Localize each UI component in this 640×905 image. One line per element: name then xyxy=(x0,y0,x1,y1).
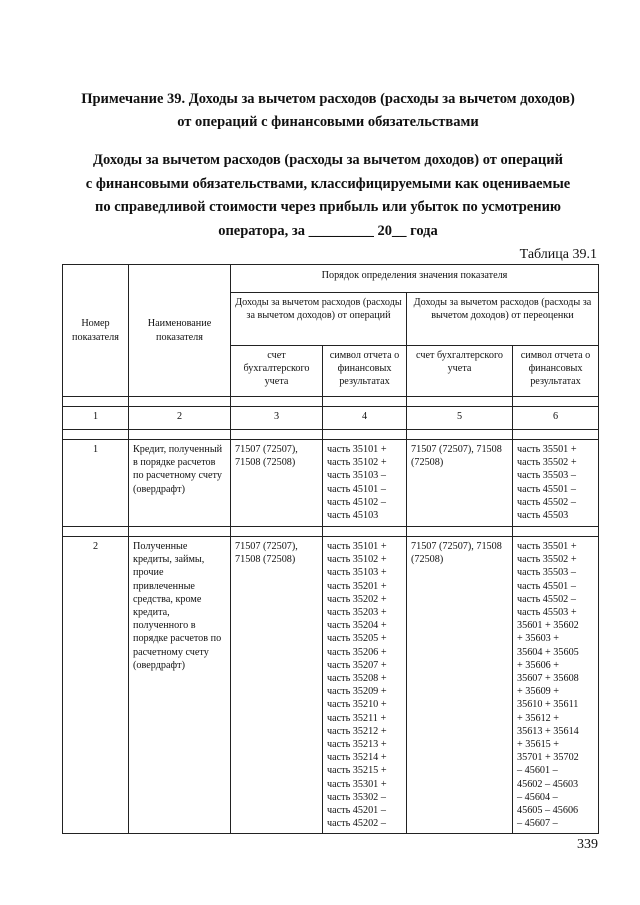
header-symbol-operations: символ отчета о финансовых результатах xyxy=(323,346,407,397)
column-numbers-row xyxy=(63,407,599,430)
symbol-line: часть 45501 – xyxy=(517,580,576,592)
row-account-operations: 71507 (72507), 71508 (72508) xyxy=(231,537,323,834)
row-account-revaluation: 71507 (72507), 71508 (72508) xyxy=(407,537,513,834)
symbol-line: часть 35101 + xyxy=(327,541,387,552)
symbol-line: часть 45503 + xyxy=(517,607,577,619)
header-order: Порядок определения значения показателя xyxy=(231,265,599,293)
column-number: 5 xyxy=(407,407,513,430)
column-number: 3 xyxy=(231,407,323,430)
symbol-line: – 45601 – xyxy=(517,765,558,777)
report-table xyxy=(62,264,599,834)
header-symbol-revaluation: символ отчета о финансовых результатах xyxy=(513,346,599,397)
table-row xyxy=(63,440,599,527)
symbol-line: часть 45501 – xyxy=(517,483,576,495)
header-group-revaluation: Доходы за вычетом расходов (расходы за вычетом доходов) от переоценки xyxy=(407,293,599,346)
row-symbol-operations xyxy=(323,440,407,527)
symbol-line: 45602 – 45603 xyxy=(517,778,579,790)
note-title-line: Примечание 39. Доходы за вычетом расходов (расходы за вычетом доходов) xyxy=(81,91,575,107)
row-symbol-operations xyxy=(323,537,407,834)
symbol-line: – 45604 – xyxy=(517,791,558,803)
symbol-line: + 35603 + xyxy=(517,633,560,645)
symbol-line: 35613 + 35614 xyxy=(517,725,579,737)
symbol-line: – 45607 – xyxy=(517,818,558,830)
table-row xyxy=(63,537,599,834)
symbol-line: часть 35102 + xyxy=(327,457,387,469)
main-title-line: оператора, за _________ 20__ года xyxy=(218,222,438,239)
column-number: 6 xyxy=(513,407,599,430)
symbol-line: часть 35214 + xyxy=(327,752,387,764)
symbol-line: часть 35209 + xyxy=(327,686,387,698)
column-number: 2 xyxy=(129,407,231,430)
header-number: Номер показателя xyxy=(63,265,129,397)
symbol-line: + 35612 + xyxy=(517,712,560,724)
symbol-line: часть 35205 + xyxy=(327,633,387,645)
symbol-line: часть 35502 + xyxy=(517,554,577,566)
main-title-line: по справедливой стоимости через прибыль или убыток по усмотрению xyxy=(94,199,562,215)
row-account-operations: 71507 (72507), 71508 (72508) xyxy=(231,440,323,527)
symbol-line: часть 35102 + xyxy=(327,554,387,566)
symbol-line: 45605 – 45606 xyxy=(517,805,579,817)
symbol-line: часть 35207 + xyxy=(327,659,387,671)
symbol-line: часть 45102 – xyxy=(327,496,386,508)
row-account-revaluation: 71507 (72507), 71508 (72508) xyxy=(407,440,513,527)
symbol-line: часть 45502 – xyxy=(517,496,576,508)
symbol-line: часть 35301 + xyxy=(327,778,387,790)
symbol-line: часть 35101 + xyxy=(327,444,387,455)
symbol-line: часть 45103 xyxy=(327,510,379,522)
symbol-line: часть 35208 + xyxy=(327,673,387,685)
symbol-line: часть 45201 – xyxy=(327,805,386,817)
header-account-revaluation: счет бухгалтерского учета xyxy=(407,346,513,397)
symbol-line: часть 35215 + xyxy=(327,765,387,777)
header-group-operations: Доходы за вычетом расходов (расходы за вычетом доходов) от операций xyxy=(231,293,407,346)
header-account-operations: счет бухгалтерского учета xyxy=(231,346,323,397)
symbol-line: часть 35501 + xyxy=(517,541,577,552)
note-title xyxy=(50,88,606,134)
symbol-line: 35601 + 35602 xyxy=(517,620,579,632)
symbol-line: часть 35103 + xyxy=(327,567,387,579)
row-name: Кредит, полученный в порядке расчетов по расчетному счету (овердрафт) xyxy=(129,440,231,527)
row-number: 2 xyxy=(63,537,129,834)
row-name: Полученные кредиты, займы, прочие привлеченные средства, кроме кредита, полученного в порядке расчетов по расчетному счету (овердрафт) xyxy=(129,537,231,834)
symbol-line: часть 35103 – xyxy=(327,470,386,482)
page-number: 339 xyxy=(577,837,598,852)
symbol-line: часть 35203 + xyxy=(327,607,387,619)
row-number: 1 xyxy=(63,440,129,527)
symbol-line: 35701 + 35702 xyxy=(517,752,579,764)
symbol-line: + 35606 + xyxy=(517,659,560,671)
symbol-line: часть 45202 – xyxy=(327,818,386,830)
symbol-line: 35607 + 35608 xyxy=(517,673,579,685)
symbol-line: 35610 + 35611 xyxy=(517,699,579,711)
symbol-line: часть 45503 xyxy=(517,510,569,522)
symbol-line: часть 35503 – xyxy=(517,470,576,482)
symbol-line: часть 35210 + xyxy=(327,699,387,711)
table-label: Таблица 39.1 xyxy=(519,247,597,262)
symbol-line: 35604 + 35605 xyxy=(517,646,579,658)
column-number: 1 xyxy=(63,407,129,430)
note-title-line: от операций с финансовыми обязательствами xyxy=(177,114,479,130)
symbol-line: + 35615 + xyxy=(517,739,560,751)
symbol-line: часть 45101 – xyxy=(327,483,386,495)
main-title-line: с финансовыми обязательствами, классифицируемыми как оцениваемые xyxy=(85,175,571,192)
symbol-line: часть 35206 + xyxy=(327,646,387,658)
symbol-line: часть 35212 + xyxy=(327,725,387,737)
symbol-line: часть 45502 – xyxy=(517,593,576,605)
symbol-line: + 35609 + xyxy=(517,686,560,698)
column-number: 4 xyxy=(323,407,407,430)
symbol-line: часть 35202 + xyxy=(327,593,387,605)
symbol-line: часть 35204 + xyxy=(327,620,387,632)
symbol-line: часть 35213 + xyxy=(327,739,387,751)
main-title-line: Доходы за вычетом расходов (расходы за вычетом доходов) от операций xyxy=(93,152,563,168)
symbol-line: часть 35201 + xyxy=(327,580,387,592)
row-symbol-revaluation xyxy=(513,440,599,527)
row-symbol-revaluation xyxy=(513,537,599,834)
symbol-line: часть 35502 + xyxy=(517,457,577,469)
symbol-line: часть 35501 + xyxy=(517,444,577,455)
header-name: Наименование показателя xyxy=(129,265,231,397)
symbol-line: часть 35211 + xyxy=(327,712,387,724)
main-title xyxy=(48,149,608,243)
symbol-line: часть 35503 – xyxy=(517,567,576,579)
symbol-line: часть 35302 – xyxy=(327,791,386,803)
